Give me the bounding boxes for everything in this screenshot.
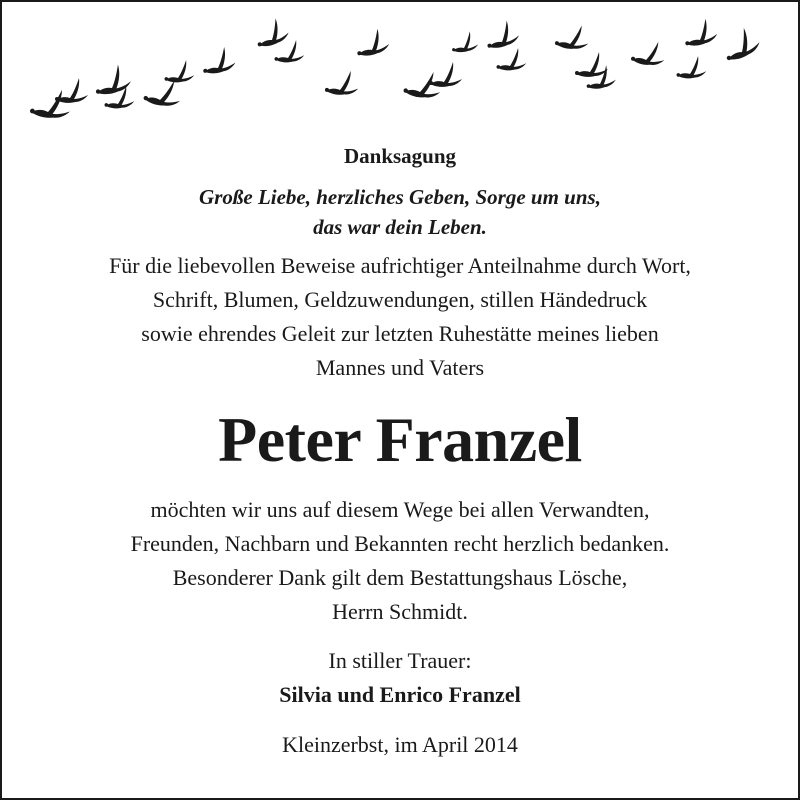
bird-flock xyxy=(29,16,762,121)
bird-icon xyxy=(200,46,236,75)
quote-line: Große Liebe, herzliches Geben, Sorge um uns, xyxy=(199,185,601,209)
family-names: Silvia und Enrico Franzel xyxy=(279,682,521,707)
deceased-name: Peter Franzel xyxy=(218,404,582,475)
bird-icon xyxy=(252,16,290,49)
place-and-date: Kleinzerbst, im April 2014 xyxy=(282,732,518,757)
flying-birds-icon xyxy=(0,0,800,140)
bird-icon xyxy=(325,69,360,97)
thanks-paragraph xyxy=(0,493,800,629)
notice-heading: Danksagung xyxy=(343,144,457,168)
bird-icon xyxy=(483,19,520,50)
bird-icon xyxy=(719,25,762,63)
bird-icon xyxy=(55,78,88,103)
bird-icon xyxy=(630,38,667,68)
bird-icon xyxy=(451,31,479,53)
bird-icon xyxy=(29,86,72,121)
bird-icon xyxy=(585,64,617,89)
bird-icon xyxy=(497,48,527,70)
intro-line: Für die liebevollen Beweise aufrichtiger Anteilnahme durch Wort, xyxy=(109,253,691,278)
quote-line: das war dein Leben. xyxy=(313,215,487,239)
thanks-line: möchten wir uns auf diesem Wege bei allen Verwandten, xyxy=(150,497,650,522)
thanks-line: Freunden, Nachbarn und Bekannten recht herzlich bedanken. xyxy=(130,531,670,556)
bird-icon xyxy=(429,62,462,87)
bird-icon xyxy=(575,52,608,77)
bird-icon xyxy=(92,63,133,96)
intro-line: sowie ehrendes Geleit zur letzten Ruhestätte meines lieben xyxy=(141,321,659,346)
mourning-label: In stiller Trauer: xyxy=(328,648,472,673)
bird-icon xyxy=(682,17,719,47)
obituary-content xyxy=(0,138,800,761)
bird-icon xyxy=(354,27,391,57)
thanks-line: Besonderer Dank gilt dem Bestattungshaus Lösche, xyxy=(172,565,628,590)
thanks-line: Herrn Schmidt. xyxy=(332,599,468,624)
bird-icon xyxy=(554,22,590,51)
bird-icon xyxy=(275,40,305,62)
intro-line: Schrift, Blumen, Geldzuwendungen, stillen Händedruck xyxy=(152,287,648,312)
intro-paragraph xyxy=(0,249,800,385)
bird-icon xyxy=(165,60,195,82)
memorial-quote xyxy=(0,182,800,242)
intro-line: Mannes und Vaters xyxy=(315,355,485,380)
bird-icon xyxy=(677,56,707,78)
